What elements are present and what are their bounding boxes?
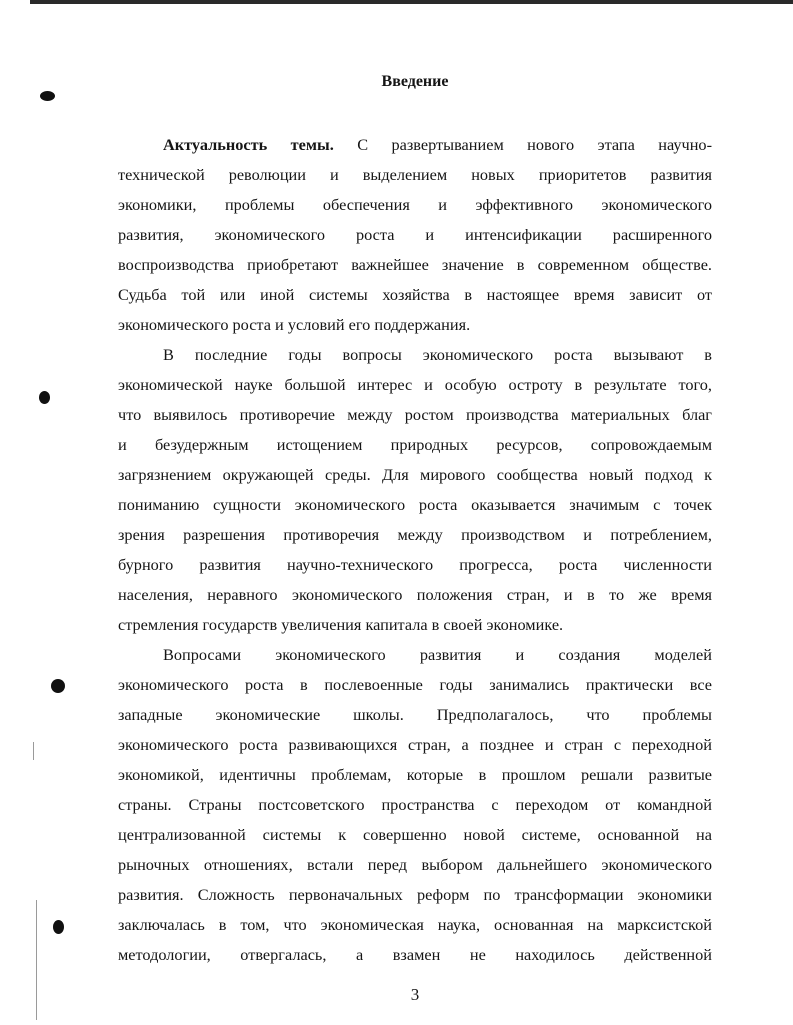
paragraph-line: рыночных отношениях, встали перед выбором дальнейшего экономического — [118, 855, 712, 874]
scan-top-border — [30, 0, 793, 4]
paragraph-line: зрения разрешения противоречия между производством и потреблением, — [118, 525, 712, 544]
scan-speck — [39, 391, 50, 404]
paragraph-line: бурного развития научно-технического прогресса, роста численности — [118, 555, 712, 574]
paragraph-line — [118, 130, 712, 160]
page-number: 3 — [410, 985, 420, 1004]
line-text: С развертыванием нового этапа научно- — [333, 135, 712, 154]
paragraph-line: централизованной системы к совершенно новой системе, основанной на — [118, 825, 712, 844]
paragraph-line: что выявилось противоречие между ростом производства материальных благ — [118, 405, 712, 424]
paragraph-line: заключалась в том, что экономическая наука, основанная на марксистской — [118, 915, 712, 934]
paragraph-line: экономической науке большой интерес и особую остроту в результате того, — [118, 375, 712, 394]
paragraph-line: экономики, проблемы обеспечения и эффективного экономического — [118, 195, 712, 214]
scan-speck — [40, 91, 55, 101]
paragraph-line: экономикой, идентичны проблемам, которые в прошлом решали развитые — [118, 765, 712, 784]
lead-term: Актуальность темы. — [163, 135, 334, 154]
paragraph-line: населения, неравного экономического положения стран, и в то же время — [118, 585, 712, 604]
paragraph-line: развития, экономического роста и интенсификации расширенного — [118, 225, 712, 244]
paragraph-line: пониманию сущности экономического роста оказывается значимым с точек — [118, 495, 712, 514]
paragraph-line: экономического роста и условий его поддержания. — [118, 315, 471, 334]
document-body — [118, 130, 712, 970]
paragraph-line: страны. Страны постсоветского пространства с переходом от командной — [118, 795, 712, 814]
paragraph-line: стремления государств увеличения капитала в своей экономике. — [118, 615, 564, 634]
paragraph-line: экономического роста в послевоенные годы занимались практически все — [118, 675, 712, 694]
scan-mark — [36, 900, 37, 1020]
paragraph-line: Вопросами экономического развития и создания моделей — [163, 645, 712, 664]
paragraph-line: воспроизводства приобретают важнейшее значение в современном обществе. — [118, 255, 712, 274]
paragraph-line: развития. Сложность первоначальных реформ по трансформации экономики — [118, 885, 712, 904]
paragraph-line: В последние годы вопросы экономического роста вызывают в — [163, 345, 712, 364]
paragraph-line: и безудержным истощением природных ресурсов, сопровождаемым — [118, 435, 712, 454]
paragraph-line: западные экономические школы. Предполагалось, что проблемы — [118, 705, 712, 724]
paragraph-line: загрязнением окружающей среды. Для мирового сообщества новый подход к — [118, 465, 712, 484]
page-title: Введение — [381, 73, 449, 90]
scan-mark — [33, 742, 34, 760]
scan-speck — [53, 920, 64, 934]
paragraph-line: экономического роста развивающихся стран, а позднее и стран с переходной — [118, 735, 712, 754]
paragraph-line: технической революции и выделением новых приоритетов развития — [118, 165, 712, 184]
paragraph-line: методологии, отвергалась, а взамен не находилось действенной — [118, 945, 712, 964]
paragraph-line: Судьба той или иной системы хозяйства в настоящее время зависит от — [118, 285, 712, 304]
scan-speck — [51, 679, 65, 693]
